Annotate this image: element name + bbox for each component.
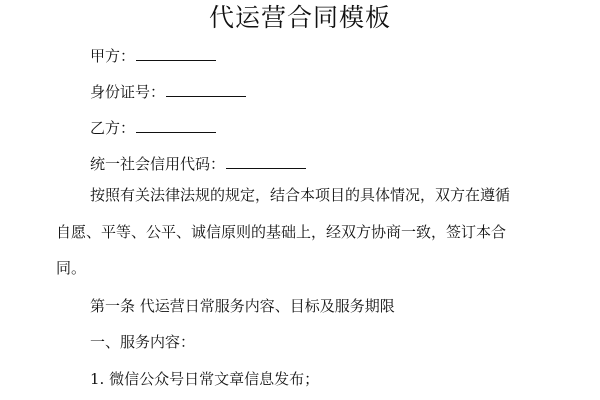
- id-number-label: 身份证号：: [90, 83, 166, 101]
- article-1-heading: 第一条 代运营日常服务内容、目标及服务期限: [90, 297, 395, 315]
- document-title: 代运营合同模板: [208, 3, 391, 32]
- party-a-label: 甲方：: [90, 47, 136, 65]
- paragraph-line-2: 自愿、平等、公平、诚信原则的基础上，经双方协商一致，签订本合: [56, 223, 507, 241]
- party-a-blank: [136, 44, 216, 61]
- party-b-blank: [136, 116, 216, 133]
- paragraph-line-1: 按照有关法律法规的规定，结合本项目的具体情况，双方在遵循: [90, 186, 511, 204]
- id-number-blank: [166, 80, 246, 97]
- party-b-line: [90, 116, 216, 138]
- id-number-line: [90, 80, 246, 102]
- party-b-label: 乙方：: [90, 119, 136, 137]
- credit-code-label: 统一社会信用代码：: [90, 155, 226, 173]
- party-a-line: [90, 44, 216, 66]
- credit-code-line: [90, 152, 306, 174]
- credit-code-blank: [226, 152, 306, 169]
- service-item-1: 1. 微信公众号日常文章信息发布；: [90, 370, 320, 388]
- paragraph-line-3: 同。: [56, 259, 87, 277]
- service-content-heading: 一、服务内容：: [90, 333, 196, 351]
